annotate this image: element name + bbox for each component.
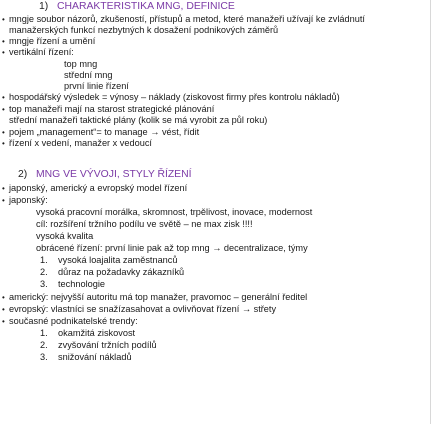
ordered-number: 1. [40, 328, 48, 338]
sub-item: vysoká kvalita [36, 231, 94, 241]
sub-item: střední mng [64, 70, 113, 80]
ordered-item [40, 352, 132, 363]
sub-item: vysoká pracovní morálka, skromnost, trpělivost, inovace, modernost [36, 207, 313, 217]
bullet-icon: • [2, 293, 5, 302]
ordered-text: zvyšování tržních podílů [58, 340, 157, 350]
ordered-item [40, 267, 184, 278]
list-item: řízení x vedení, manažer x vedoucí [9, 138, 152, 148]
ordered-number: 1. [40, 255, 48, 265]
list-item-continuation: střední manažeři taktické plány (kolik se má vyrobit za půl roku) [9, 115, 268, 125]
ordered-text: důraz na požadavky zákazníků [58, 267, 185, 277]
section-2-title: MNG VE VÝVOJI, STYLY ŘÍZENÍ [36, 169, 192, 180]
list-item: vertikální řízení: [9, 47, 74, 57]
bullet-icon: • [2, 93, 5, 102]
ordered-item [40, 279, 105, 290]
list-item: americký: nejvyšší autoritu má top manažer, pravomoc – generální ředitel [9, 292, 308, 302]
list-item: pojem „management“= to manage → vést, řídit [9, 127, 200, 137]
ordered-text: technologie [58, 279, 105, 289]
list-item: mngje soubor názorů, zkušeností, přístupů a metod, které manažeři užívají ke zvládnutí [9, 14, 365, 24]
bullet-icon: • [2, 15, 5, 24]
bullet-icon: • [2, 139, 5, 148]
bullet-icon: • [2, 305, 5, 314]
bullet-icon: • [2, 37, 5, 46]
ordered-text: snižování nákladů [58, 352, 132, 362]
ordered-text: okamžitá ziskovost [58, 328, 136, 338]
list-item: evropský: vlastníci se snažízasahovat a ovlivňovat řízení → střety [9, 304, 277, 314]
section-1-number: 1) [39, 1, 49, 12]
list-item: současné podnikatelské trendy: [9, 316, 138, 326]
ordered-number: 3. [40, 279, 48, 289]
bullet-icon: • [2, 317, 5, 326]
section-1-title: CHARAKTERISTIKA MNG, DEFINICE [57, 1, 235, 12]
list-item: mngje řízení a umění [9, 36, 96, 46]
section-2-number: 2) [18, 169, 28, 180]
ordered-item [40, 340, 157, 351]
bullet-icon: • [2, 105, 5, 114]
sub-item: cíl: rozšíření tržního podílu ve světě – ne max zisk !!!! [36, 219, 253, 229]
bullet-icon: • [2, 128, 5, 137]
bullet-icon: • [2, 196, 5, 205]
list-item: hospodářský výsledek = výnosy – náklady (ziskovost firmy přes kontrolu nákladů) [9, 92, 340, 102]
ordered-number: 2. [40, 267, 48, 277]
sub-item: první linie řízení [64, 81, 129, 91]
bullet-icon: • [2, 184, 5, 193]
sub-item: obrácené řízení: první linie pak až top mng → decentralizace, týmy [36, 243, 308, 253]
list-item: japonský: [9, 195, 48, 205]
list-item: top manažeři mají na starost strategické plánování [9, 104, 215, 114]
ordered-item [40, 255, 178, 266]
list-item: japonský, americký a evropský model řízení [9, 183, 188, 193]
bullet-icon: • [2, 48, 5, 57]
list-item-continuation [9, 25, 278, 36]
ordered-number: 2. [40, 340, 48, 350]
section-1-heading [39, 1, 235, 12]
list-item-text: manažerských funkcí nezbytných k dosažení podnikových záměrů [9, 25, 279, 35]
section-2-heading [18, 169, 192, 180]
sub-item: top mng [64, 59, 98, 69]
ordered-text: vysoká loajalita zaměstnanců [58, 255, 178, 265]
ordered-item [40, 328, 135, 339]
ordered-number: 3. [40, 352, 48, 362]
